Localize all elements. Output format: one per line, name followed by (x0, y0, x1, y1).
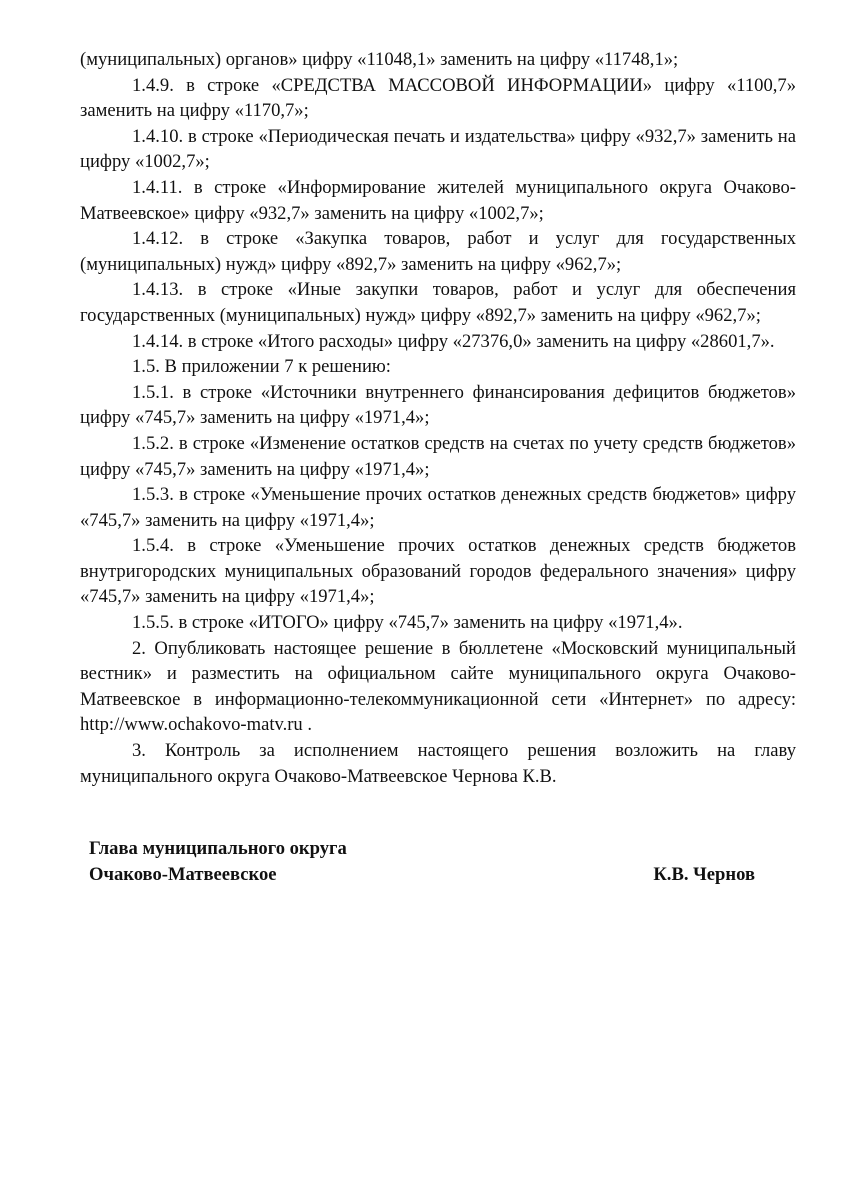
signatory-name: К.В. Чернов (653, 863, 755, 885)
signatory-position-line2: Очаково-Матвеевское (89, 863, 277, 885)
paragraph-2-publication: 2. Опубликовать настоящее решение в бюллетене «Московский муниципальный вестник» и разместить на официальном сайте муниципального округа Очаково-Матвеевское в информационно-телекоммуникационной сети «Интернет» по адресу: http://www.ochakovo-matv.ru . (80, 637, 796, 736)
document-body (80, 47, 796, 789)
paragraph-1-5-2: 1.5.2. в строке «Изменение остатков средств на счетах по учету средств бюджетов» цифру «745,7» заменить на цифру «1971,4»; (80, 432, 796, 480)
paragraph-1-4-13: 1.4.13. в строке «Иные закупки товаров, работ и услуг для обеспечения государственных (муниципальных) нужд» цифру «892,7» заменить на цифру «962,7»; (80, 279, 796, 326)
paragraph-1-5-5: 1.5.5. в строке «ИТОГО» цифру «745,7» заменить на цифру «1971,4». (132, 612, 683, 634)
signature-line-2 (89, 862, 755, 888)
paragraph-1-4-9: 1.4.9. в строке «СРЕДСТВА МАССОВОЙ ИНФОРМАЦИИ» цифру «1100,7» заменить на цифру «1170,7»; (80, 74, 796, 122)
paragraph-1-5-3: 1.5.3. в строке «Уменьшение прочих остатков денежных средств бюджетов» цифру «745,7» заменить на цифру «1971,4»; (80, 484, 796, 531)
paragraph-1-4-10: 1.4.10. в строке «Периодическая печать и издательства» цифру «932,7» заменить на цифру «1002,7»; (80, 125, 796, 173)
paragraph-1-5-4: 1.5.4. в строке «Уменьшение прочих остатков денежных средств бюджетов внутригородских муниципальных образований городов федерального значения» цифру «745,7» заменить на цифру «1971,4»; (80, 535, 796, 608)
paragraph-1-4-12: 1.4.12. в строке «Закупка товаров, работ и услуг для государственных (муниципальных) нужд» цифру «892,7» заменить на цифру «962,7»; (80, 228, 796, 275)
paragraph-1-4-11: 1.4.11. в строке «Информирование жителей муниципального округа Очаково-Матвеевское» цифру «932,7» заменить на цифру «1002,7»; (80, 176, 796, 224)
signature-line-1 (89, 836, 755, 862)
signature-block (89, 836, 755, 887)
signatory-position-line1: Глава муниципального округа (89, 838, 347, 859)
paragraph-continuation: (муниципальных) органов» цифру «11048,1» заменить на цифру «11748,1»; (80, 49, 679, 70)
paragraph-1-5-1: 1.5.1. в строке «Источники внутреннего финансирования дефицитов бюджетов» цифру «745,7» заменить на цифру «1971,4»; (80, 381, 796, 429)
paragraph-1-4-14: 1.4.14. в строке «Итого расходы» цифру «27376,0» заменить на цифру «28601,7». (132, 330, 775, 352)
paragraph-3-control: 3. Контроль за исполнением настоящего решения возложить на главу муниципального округа Очаково-Матвеевское Чернова К.В. (80, 740, 796, 787)
paragraph-1-5: 1.5. В приложении 7 к решению: (132, 356, 391, 378)
